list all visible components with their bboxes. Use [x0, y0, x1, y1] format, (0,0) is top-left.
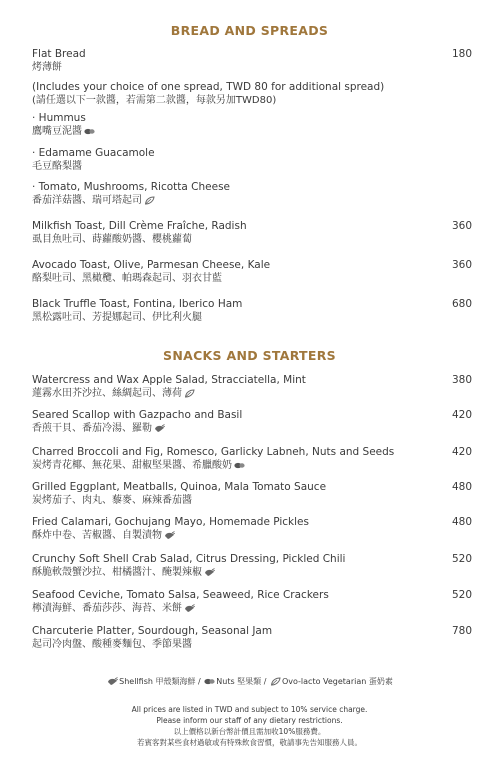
- spread-item-edamame: [32, 147, 472, 173]
- item-name-en: Charred Broccoli and Fig, Romesco, Garlicky Labneh, Nuts and Seeds: [32, 446, 395, 458]
- shellfish-icon: [164, 531, 175, 540]
- menu-item-charred-broccoli: [32, 446, 472, 472]
- item-name-zh: 烤薄餅: [32, 62, 62, 73]
- spread-name-zh: 番茄洋菇醬、瑞可塔起司: [32, 195, 142, 206]
- item-name-zh: 蓮霧水田芥沙拉、絲綢起司、薄荷: [32, 388, 182, 399]
- nuts-icon: [234, 461, 245, 470]
- menu-item-seared-scallop: [32, 409, 472, 435]
- legend-nuts: Nuts 堅果類 /: [216, 677, 267, 686]
- menu-item-flat-bread: [32, 48, 472, 74]
- spread-name-en: · Edamame Guacamole: [32, 147, 155, 159]
- footer-notes: [0, 704, 499, 748]
- menu-item-charcuterie: [32, 625, 472, 651]
- item-name-zh: 炭烤青花椰、無花果、甜椒堅果醬、希臘酸奶: [32, 460, 232, 471]
- spread-note-zh: (請任選以下一款醬，若需第二款醬，每款另加TWD80): [32, 95, 277, 106]
- menu-item-milkfish-toast: [32, 220, 472, 246]
- item-price: 680: [451, 298, 472, 310]
- item-name-zh: 酥脆軟殼蟹沙拉、柑橘醬汁、醃製辣椒: [32, 567, 202, 578]
- note-line: Please inform our staff of any dietary restrictions.: [156, 716, 343, 725]
- legend-shellfish: Shellfish 甲殼類海鮮 /: [119, 677, 201, 686]
- note-line: 若賓客對某些食材過敏或有特殊飲食習慣，敬請事先告知服務人員。: [137, 738, 362, 747]
- item-price: 480: [451, 481, 472, 493]
- item-price: 520: [451, 553, 472, 565]
- note-line: All prices are listed in TWD and subject to 10% service charge.: [131, 705, 368, 714]
- spread-item-hummus: [32, 112, 472, 138]
- item-name-zh: 酥炸中卷、苦椒醬、自製漬物: [32, 530, 162, 541]
- section-title-bread: BREAD AND SPREADS: [170, 23, 329, 38]
- menu-item-truffle-toast: [32, 298, 472, 324]
- shellfish-icon: [107, 677, 118, 686]
- item-name-en: Seafood Ceviche, Tomato Salsa, Seaweed, Rice Crackers: [32, 589, 329, 601]
- item-price: 780: [451, 625, 472, 637]
- section-title-snacks: SNACKS AND STARTERS: [163, 348, 336, 363]
- item-name-zh: 檸漬海鮮、番茄莎莎、海苔、米餅: [32, 603, 182, 614]
- menu-item-soft-shell-crab: [32, 553, 472, 579]
- spread-note: [32, 81, 472, 107]
- item-name-en: Avocado Toast, Olive, Parmesan Cheese, Kale: [32, 259, 271, 271]
- item-name-en: Fried Calamari, Gochujang Mayo, Homemade Pickles: [32, 516, 309, 528]
- spread-name-en: · Hummus: [32, 112, 86, 124]
- allergen-legend: [0, 676, 499, 687]
- shellfish-icon: [204, 568, 215, 577]
- menu-item-fried-calamari: [32, 516, 472, 542]
- vegetarian-icon: [144, 196, 155, 205]
- menu-item-grilled-eggplant: [32, 481, 472, 507]
- item-name-en: Milkfish Toast, Dill Crème Fraîche, Radish: [32, 220, 247, 232]
- menu-item-watercress-salad: [32, 374, 472, 400]
- spread-note-en: (Includes your choice of one spread, TWD 80 for additional spread): [32, 81, 385, 93]
- item-name-en: Grilled Eggplant, Meatballs, Quinoa, Mala Tomato Sauce: [32, 481, 327, 493]
- item-name-en: Crunchy Soft Shell Crab Salad, Citrus Dressing, Pickled Chili: [32, 553, 346, 565]
- menu-item-avocado-toast: [32, 259, 472, 285]
- menu-item-seafood-ceviche: [32, 589, 472, 615]
- item-name-en: Flat Bread: [32, 48, 86, 60]
- vegetarian-icon: [184, 389, 195, 398]
- item-price: 180: [451, 48, 472, 60]
- spread-name-en: · Tomato, Mushrooms, Ricotta Cheese: [32, 181, 231, 193]
- item-name-en: Charcuterie Platter, Sourdough, Seasonal Jam: [32, 625, 273, 637]
- item-name-en: Black Truffle Toast, Fontina, Iberico Ham: [32, 298, 243, 310]
- item-price: 380: [451, 374, 472, 386]
- item-name-zh: 黑松露吐司、芳提娜起司、伊比利火腿: [32, 312, 202, 323]
- item-name-en: Seared Scallop with Gazpacho and Basil: [32, 409, 243, 421]
- item-name-zh: 炭烤茄子、肉丸、藜麥、麻辣番茄醬: [32, 495, 192, 506]
- shellfish-icon: [154, 424, 165, 433]
- item-price: 420: [451, 409, 472, 421]
- item-name-zh: 虱目魚吐司、蒔蘿酸奶醬、櫻桃蘿蔔: [32, 234, 192, 245]
- nuts-icon: [204, 677, 215, 686]
- item-price: 520: [451, 589, 472, 601]
- item-price: 480: [451, 516, 472, 528]
- spread-item-tomato: [32, 181, 472, 207]
- nuts-icon: [84, 127, 95, 136]
- legend-vegetarian: Ovo-lacto Vegetarian 蛋奶素: [281, 677, 393, 686]
- spread-name-zh: 毛豆酪梨醬: [32, 161, 82, 172]
- item-name-en: Watercress and Wax Apple Salad, Stracciatella, Mint: [32, 374, 306, 386]
- item-price: 360: [451, 220, 472, 232]
- spread-name-zh: 鷹嘴豆泥醬: [32, 126, 82, 137]
- shellfish-icon: [184, 604, 195, 613]
- vegetarian-icon: [270, 677, 281, 686]
- item-price: 360: [451, 259, 472, 271]
- item-name-zh: 香煎干貝、番茄冷湯、羅勒: [32, 423, 152, 434]
- note-line: 以上價格以新台幣計價且需加收10%服務費。: [173, 727, 326, 736]
- item-name-zh: 酪梨吐司、黑橄欖、帕瑪森起司、羽衣甘藍: [32, 273, 222, 284]
- item-name-zh: 起司冷肉盤、酸種麥麵包、季節果醬: [32, 639, 192, 650]
- item-price: 420: [451, 446, 472, 458]
